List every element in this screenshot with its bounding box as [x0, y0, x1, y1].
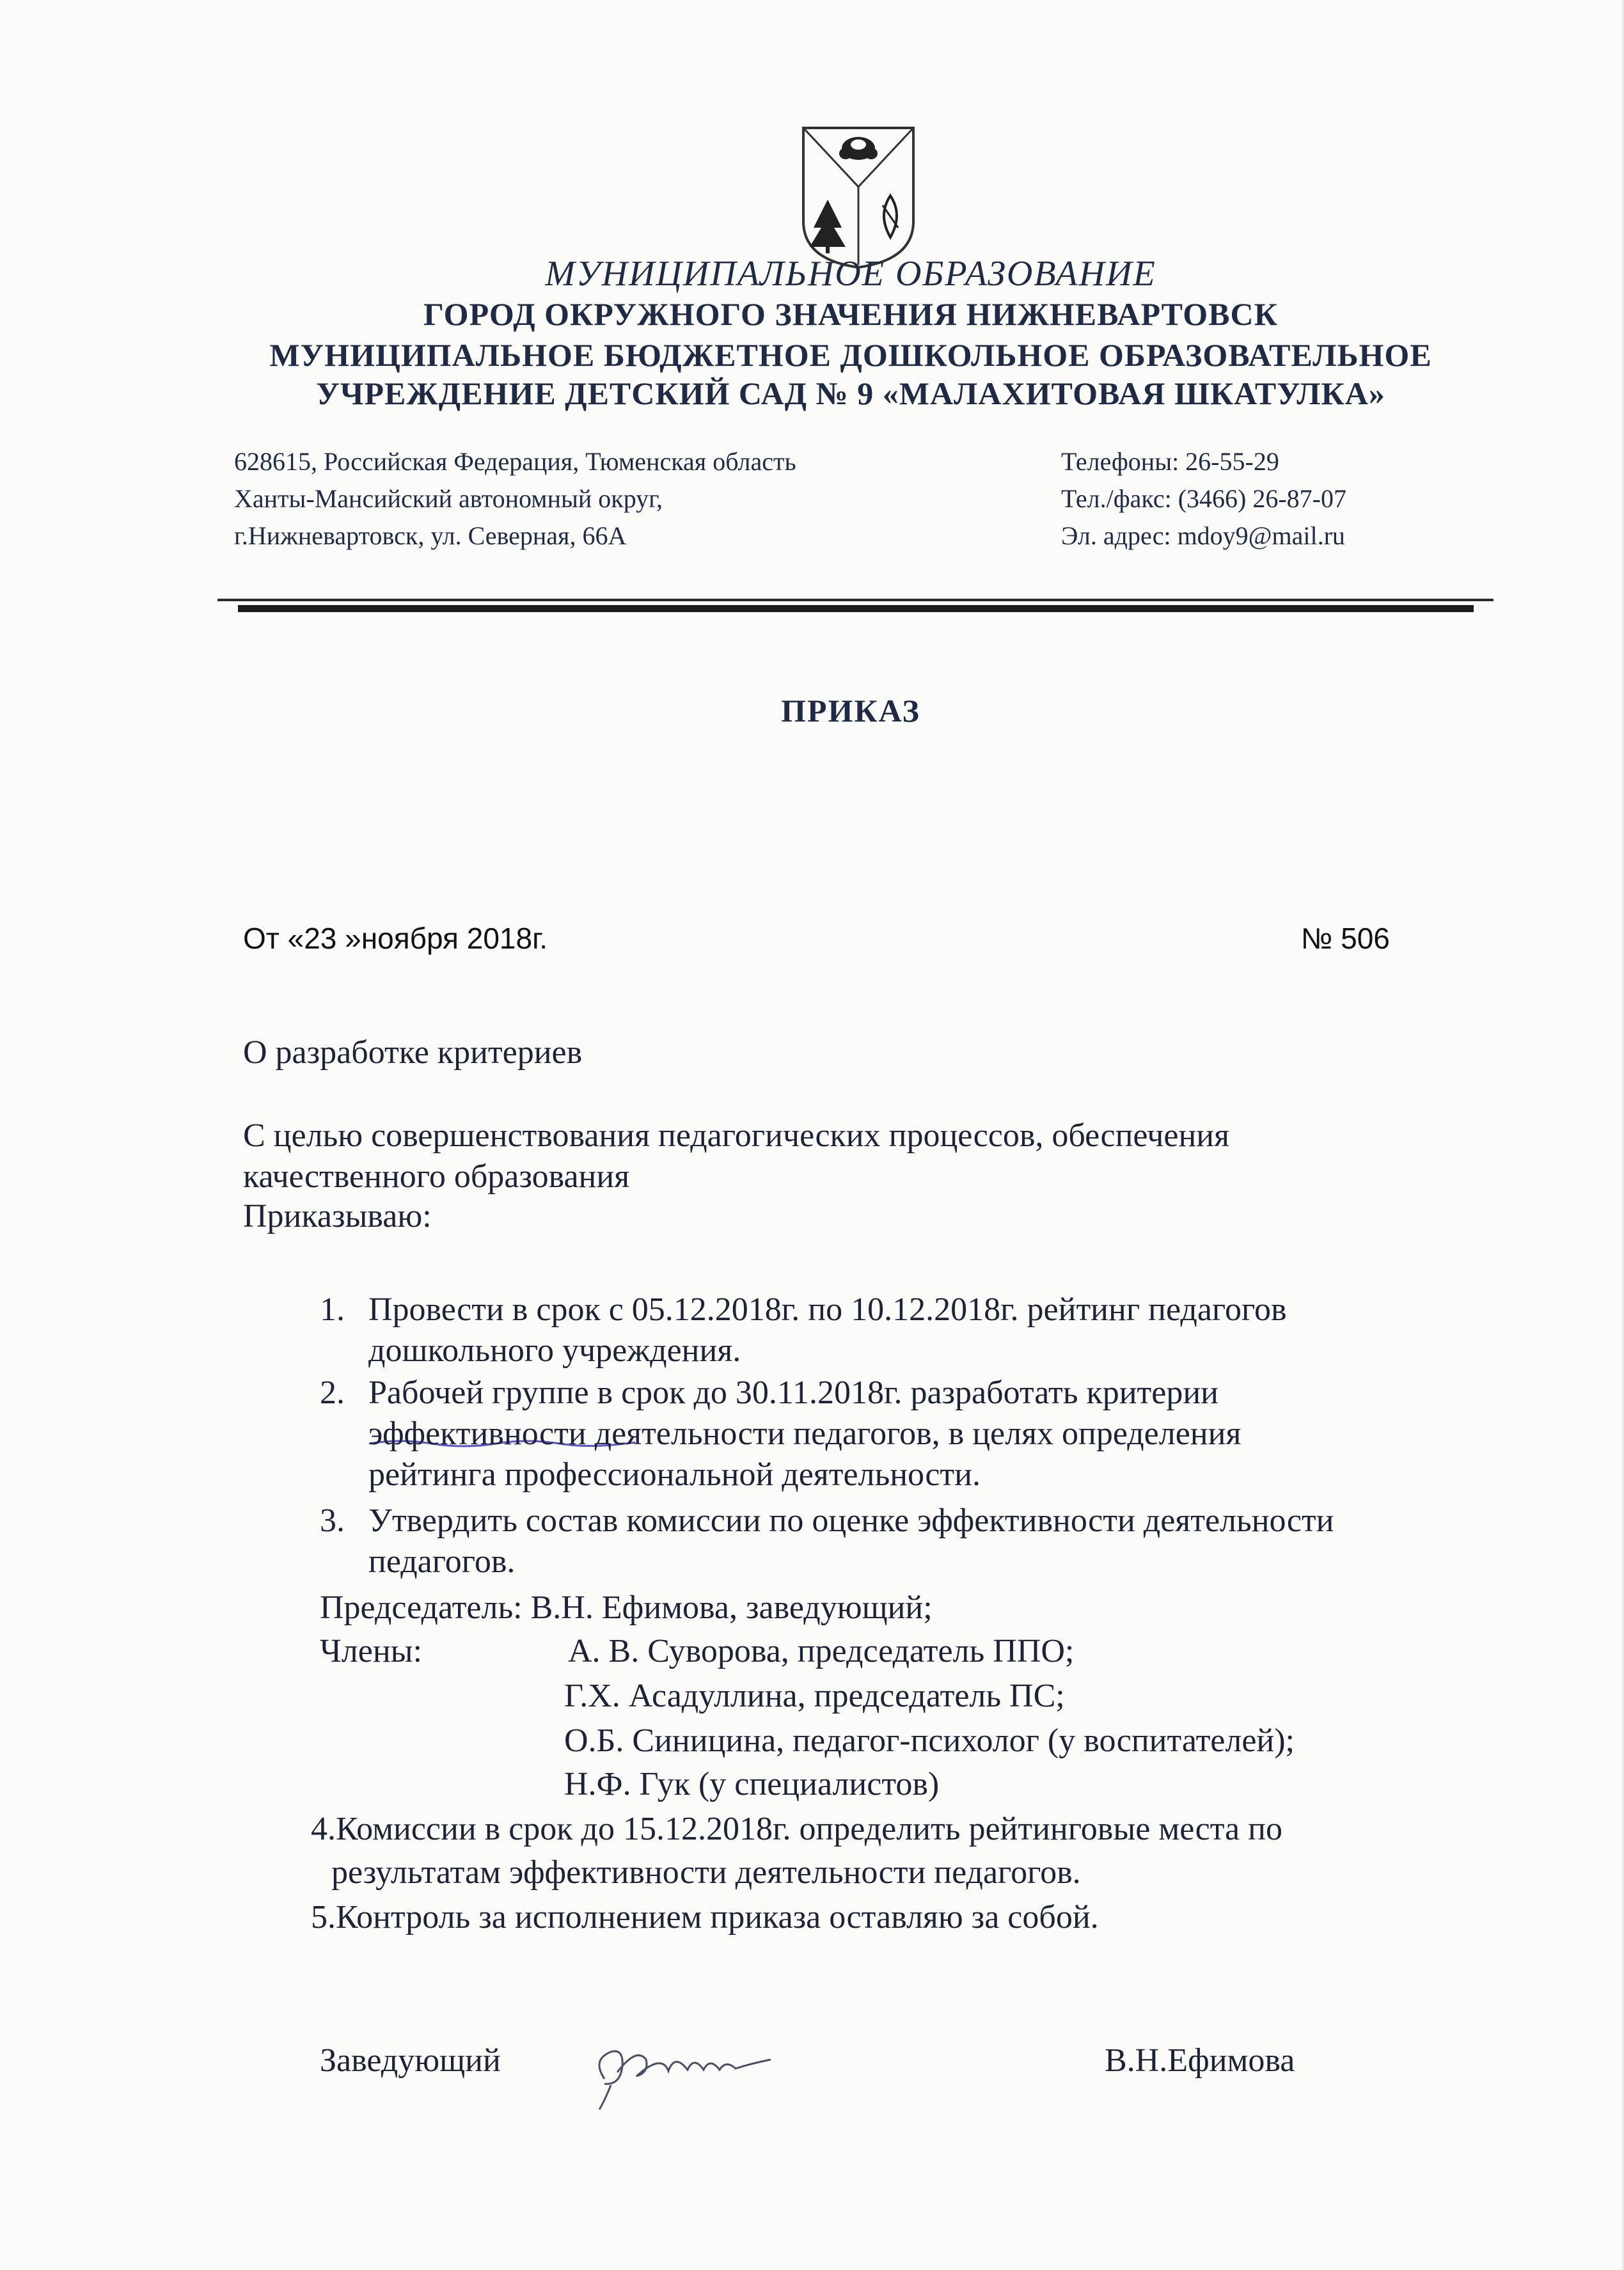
order-number: № 506 [1301, 922, 1390, 955]
order-date: От «23 »ноября 2018г. [243, 922, 548, 955]
commission-member-1: А. В. Суворова, председатель ППО; [568, 1633, 1075, 1669]
header-line-3: МУНИЦИПАЛЬНОЕ БЮДЖЕТНОЕ ДОШКОЛЬНОЕ ОБРАЗОВАТЕЛЬНОЕ [269, 337, 1432, 373]
commission-member-3: О.Б. Синицина, педагог-психолог (у воспитателей); [564, 1722, 1295, 1759]
commission-chair: Председатель: В.Н. Ефимова, заведующий; [320, 1589, 933, 1626]
commission-member-2: Г.Х. Асадуллина, председатель ПС; [564, 1678, 1065, 1714]
handwritten-signature [585, 2034, 784, 2111]
header-line-4: УЧРЕЖДЕНИЕ ДЕТСКИЙ САД № 9 «МАЛАХИТОВАЯ ШКАТУЛКА» [316, 375, 1385, 411]
item-1-number: 1. [320, 1291, 345, 1328]
contact-phone: Телефоны: 26-55-29 [1061, 447, 1279, 476]
item-3-number: 3. [320, 1502, 345, 1539]
item-2-line-3: рейтинга профессиональной деятельности. [368, 1456, 981, 1493]
document-title: ПРИКАЗ [781, 693, 920, 729]
signoff-position: Заведующий [320, 2042, 501, 2079]
contact-email: Эл. адрес: mdoy9@mail.ru [1061, 521, 1345, 550]
preamble-line-2: качественного образования [243, 1158, 630, 1195]
item-5: 5.Контроль за исполнением приказа оставляю за собой. [311, 1899, 1099, 1935]
contact-fax: Тел./факс: (3466) 26-87-07 [1061, 484, 1346, 513]
item-2-line-1: Рабочей группе в срок до 30.11.2018г. разработать критерии [368, 1375, 1218, 1411]
item-2-number: 2. [320, 1375, 345, 1411]
address-line-3: г.Нижневартовск, ул. Северная, 66А [234, 521, 627, 550]
header-divider-thin [217, 599, 1494, 601]
signoff-name: В.Н.Ефимова [1105, 2042, 1295, 2079]
item-4-line-2: результатам эффективности деятельности педагогов. [331, 1854, 1081, 1891]
item-3-line-2: педагогов. [368, 1543, 516, 1580]
item-1-line-2: дошкольного учреждения. [368, 1332, 741, 1369]
header-line-1: МУНИЦИПАЛЬНОЕ ОБРАЗОВАНИЕ [545, 254, 1156, 294]
address-line-1: 628615, Российская Федерация, Тюменская область [234, 447, 796, 476]
item-1-line-1: Провести в срок с 05.12.2018г. по 10.12.2018г. рейтинг педагогов [368, 1291, 1287, 1328]
preamble-line-1: С целью совершенствования педагогических процессов, обеспечения [243, 1117, 1230, 1154]
item-2-line-2: эффективности деятельности педагогов, в целях определения [368, 1415, 1242, 1452]
commission-member-4: Н.Ф. Гук (у специалистов) [564, 1766, 940, 1802]
item-3-line-1: Утвердить состав комиссии по оценке эффективности деятельности [368, 1502, 1334, 1539]
item-4-line-1: 4.Комиссии в срок до 15.12.2018г. определить рейтинговые места по [311, 1811, 1282, 1847]
preamble-line-3: Приказываю: [243, 1198, 432, 1234]
commission-members-label: Члены: [320, 1633, 423, 1669]
order-subject: О разработке критериев [243, 1034, 583, 1071]
address-line-2: Ханты-Мансийский автономный округ, [234, 484, 663, 513]
coat-of-arms-emblem [801, 125, 916, 270]
header-divider-thick [238, 605, 1474, 612]
header-line-2: ГОРОД ОКРУЖНОГО ЗНАЧЕНИЯ НИЖНЕВАРТОВСК [423, 296, 1278, 332]
